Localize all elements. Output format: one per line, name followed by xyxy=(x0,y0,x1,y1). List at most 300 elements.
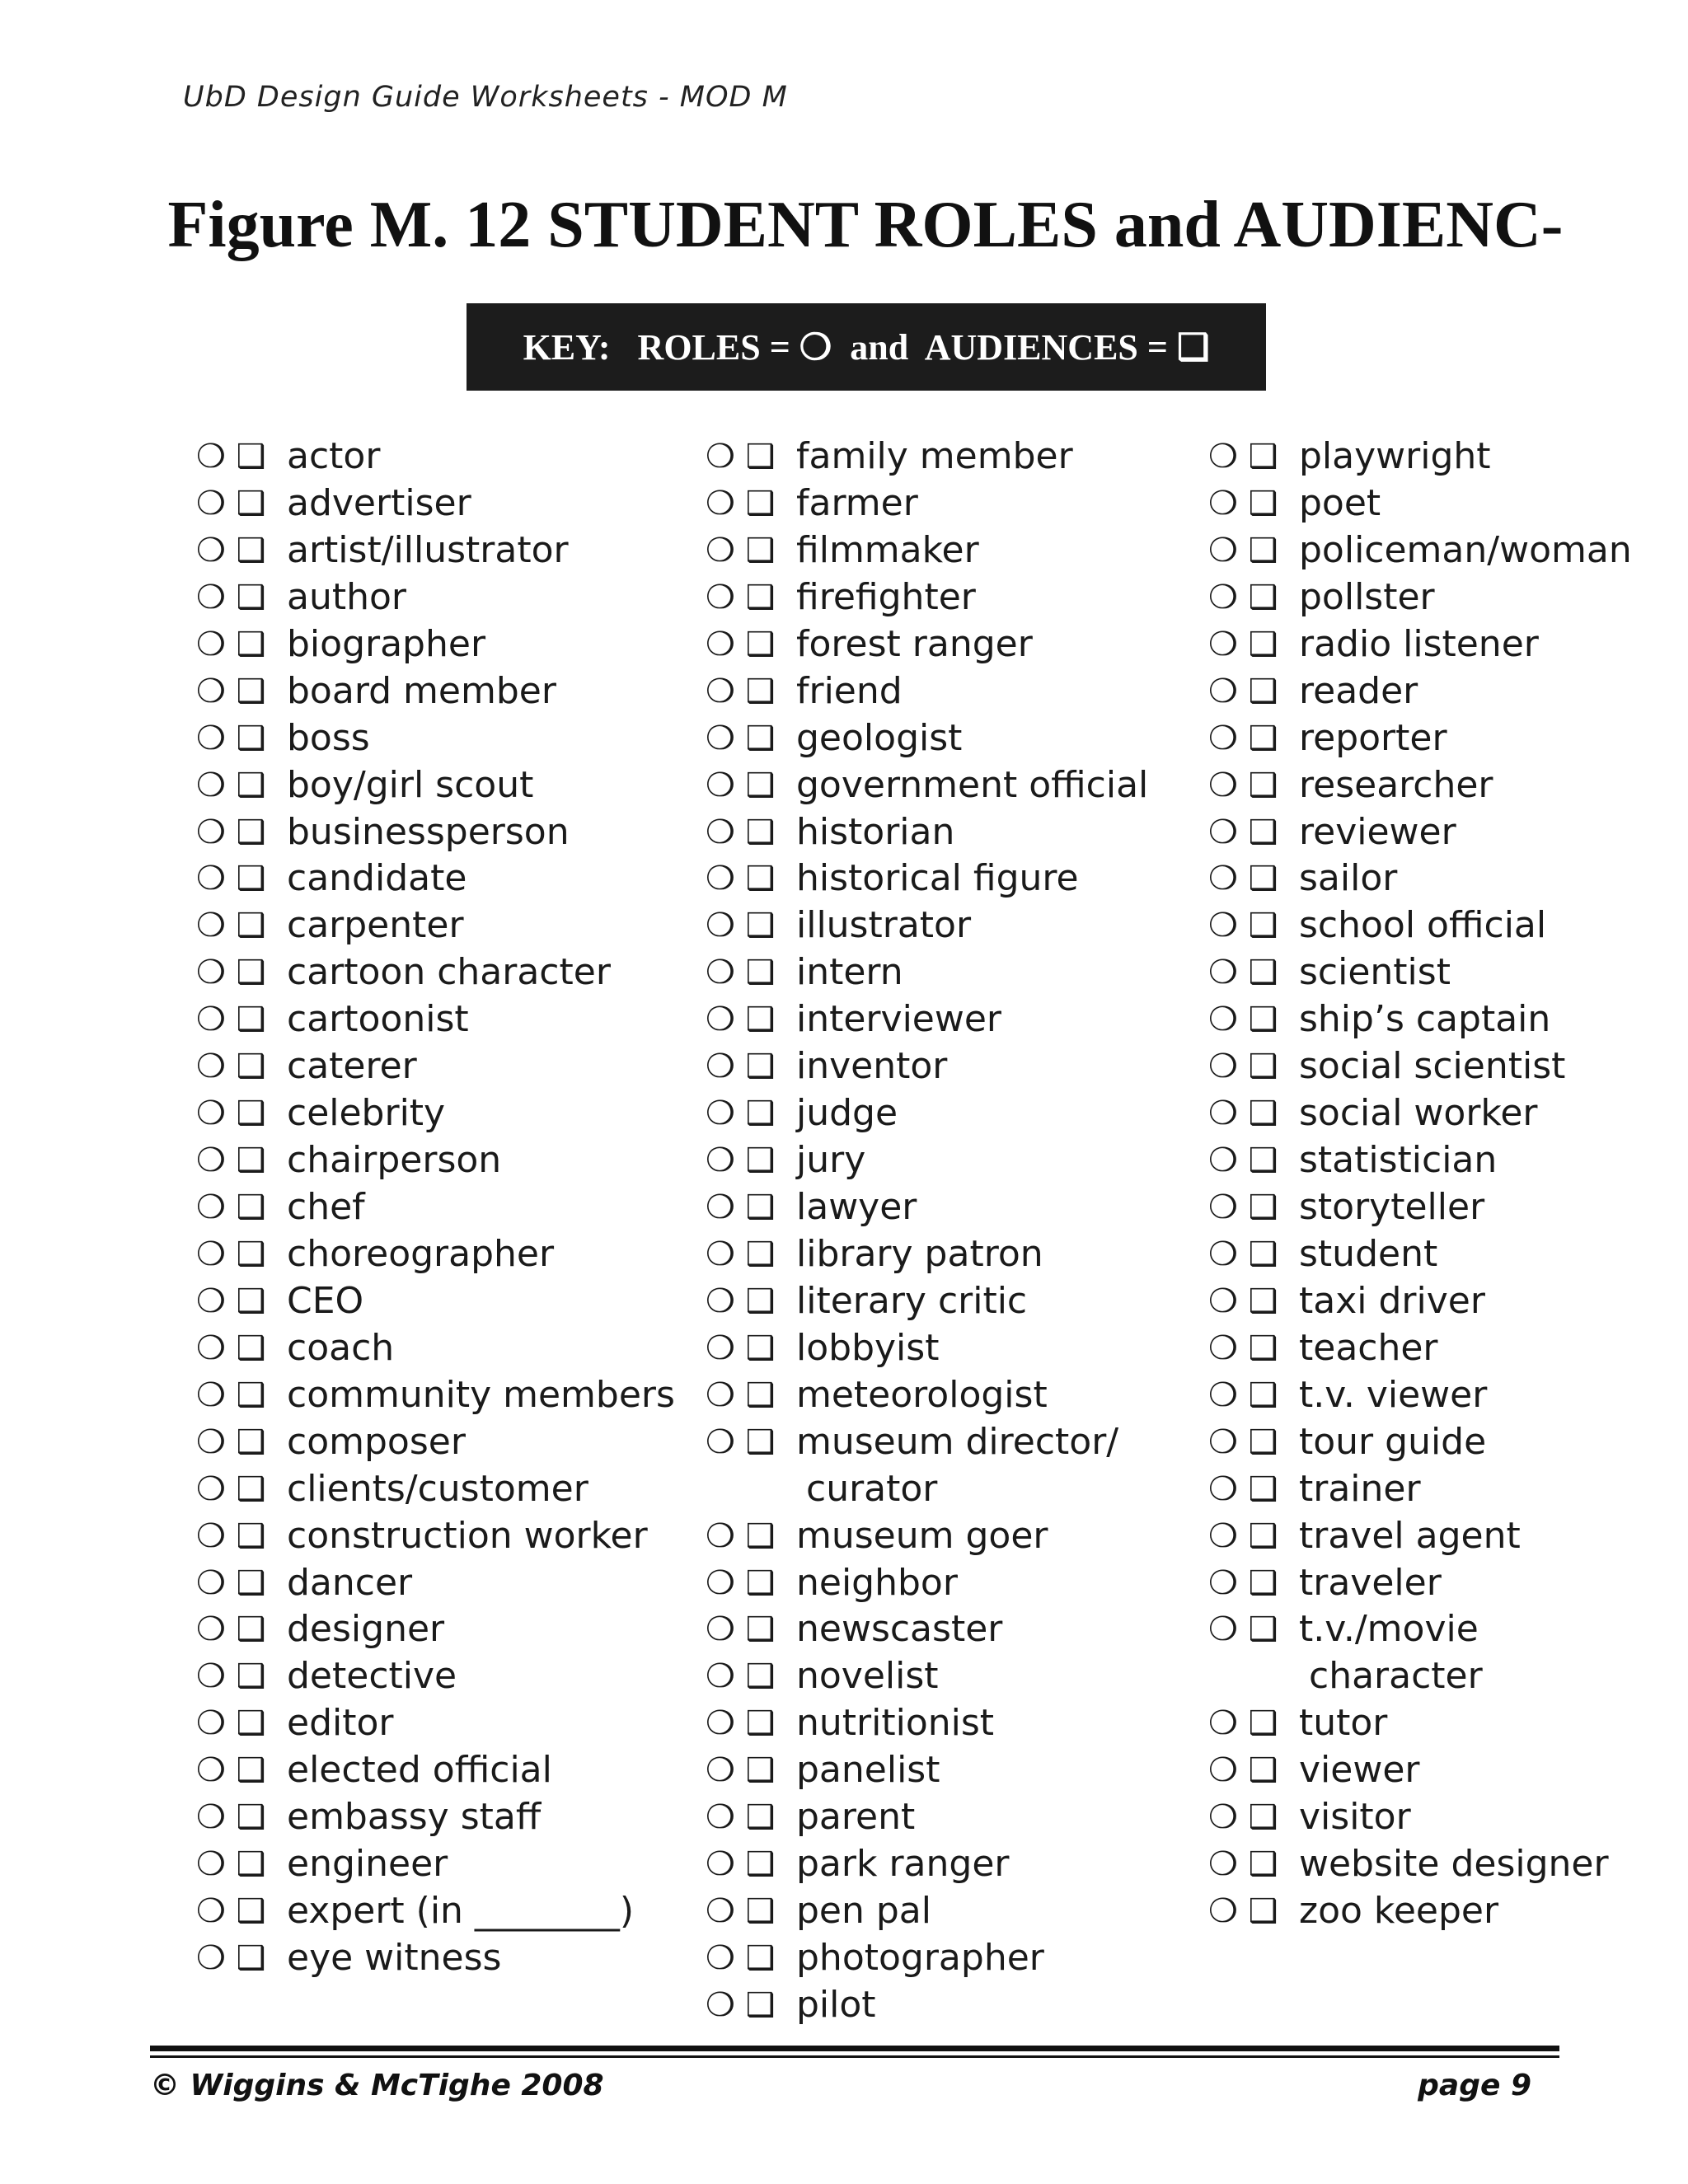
item-label: farmer xyxy=(796,481,918,524)
list-item xyxy=(196,762,675,809)
list-item xyxy=(706,1184,1148,1231)
role-audience-checkboxes[interactable]: ❍ ❑ xyxy=(196,1282,266,1320)
list-item xyxy=(706,1419,1148,1466)
role-audience-checkboxes[interactable]: ❍ ❑ xyxy=(706,1657,776,1696)
list-item xyxy=(196,1513,675,1560)
item-label: historical figure xyxy=(796,857,1079,900)
page-title: Figure M. 12 STUDENT ROLES and AUDIENC- xyxy=(167,189,1564,261)
item-label: chef xyxy=(287,1186,365,1228)
item-label: storyteller xyxy=(1299,1186,1485,1228)
column-3 xyxy=(1208,434,1632,1935)
role-audience-checkboxes[interactable]: ❍ ❑ xyxy=(196,1563,266,1602)
item-label: reviewer xyxy=(1299,810,1456,853)
role-audience-checkboxes[interactable]: ❍ ❑ xyxy=(706,907,776,945)
role-audience-checkboxes[interactable]: ❍ ❑ xyxy=(1208,672,1278,710)
item-label: coach xyxy=(287,1326,395,1369)
list-item xyxy=(706,1090,1148,1137)
item-label: embassy staff xyxy=(287,1796,542,1839)
role-audience-checkboxes[interactable]: ❍ ❑ xyxy=(706,438,776,476)
list-item xyxy=(196,1325,675,1372)
role-audience-checkboxes[interactable]: ❍ ❑ xyxy=(706,1422,776,1461)
role-audience-checkboxes[interactable]: ❍ ❑ xyxy=(1208,1469,1278,1508)
item-label: t.v. viewer xyxy=(1299,1373,1488,1416)
item-label: cartoon character xyxy=(287,951,611,994)
item-label: sailor xyxy=(1299,857,1398,900)
item-label: lawyer xyxy=(796,1186,917,1228)
item-label: meteorologist xyxy=(796,1373,1048,1416)
item-label: social worker xyxy=(1299,1092,1538,1135)
role-audience-checkboxes[interactable]: ❍ ❑ xyxy=(1208,907,1278,945)
role-audience-checkboxes[interactable]: ❍ ❑ xyxy=(1208,1282,1278,1320)
list-item xyxy=(196,1278,675,1325)
role-audience-checkboxes[interactable]: ❍ ❑ xyxy=(196,1704,266,1743)
list-item xyxy=(1208,480,1632,527)
item-label: literary critic xyxy=(796,1279,1028,1322)
item-label: curator xyxy=(806,1467,938,1510)
list-item xyxy=(1208,1653,1632,1700)
role-audience-checkboxes[interactable]: ❍ ❑ xyxy=(196,672,266,710)
list-item xyxy=(1208,1513,1632,1560)
role-audience-checkboxes[interactable]: ❍ ❑ xyxy=(196,954,266,992)
item-label: neighbor xyxy=(796,1561,958,1604)
list-item xyxy=(706,1231,1148,1278)
list-item xyxy=(706,949,1148,996)
item-label: interviewer xyxy=(796,998,1002,1041)
item-label: designer xyxy=(287,1608,445,1651)
list-item xyxy=(706,1606,1148,1653)
item-label: library patron xyxy=(796,1232,1043,1275)
item-label: editor xyxy=(287,1702,394,1745)
role-audience-checkboxes[interactable]: ❍ ❑ xyxy=(196,1376,266,1414)
role-audience-checkboxes[interactable]: ❍ ❑ xyxy=(196,766,266,804)
item-label: pen pal xyxy=(796,1890,931,1933)
item-label: cartoonist xyxy=(287,998,469,1041)
item-label: carpenter xyxy=(287,904,464,947)
role-audience-checkboxes[interactable]: ❍ ❑ xyxy=(196,1469,266,1508)
list-item xyxy=(196,1653,675,1700)
item-label: CEO xyxy=(287,1279,364,1322)
role-audience-checkboxes[interactable]: ❍ ❑ xyxy=(706,1001,776,1039)
item-label: museum director/ xyxy=(796,1420,1119,1463)
item-label: pollster xyxy=(1299,575,1435,618)
role-audience-checkboxes[interactable]: ❍ ❑ xyxy=(196,438,266,476)
list-item xyxy=(1208,1278,1632,1325)
list-item xyxy=(196,715,675,762)
item-label: detective xyxy=(287,1655,457,1698)
list-item xyxy=(196,1888,675,1935)
list-item xyxy=(196,1560,675,1607)
list-item xyxy=(706,1043,1148,1090)
role-audience-checkboxes[interactable]: ❍ ❑ xyxy=(1208,1563,1278,1602)
list-item xyxy=(706,1137,1148,1184)
role-audience-checkboxes[interactable]: ❍ ❑ xyxy=(706,1516,776,1555)
role-audience-checkboxes[interactable]: ❍ ❑ xyxy=(196,813,266,851)
list-item xyxy=(1208,855,1632,902)
item-label: trainer xyxy=(1299,1467,1421,1510)
item-label: intern xyxy=(796,951,903,994)
role-audience-checkboxes[interactable]: ❍ ❑ xyxy=(706,1798,776,1837)
list-item xyxy=(1208,527,1632,574)
role-audience-checkboxes[interactable]: ❍ ❑ xyxy=(1208,954,1278,992)
item-label: government official xyxy=(796,763,1149,806)
list-item xyxy=(706,1653,1148,1700)
list-item xyxy=(706,762,1148,809)
list-item xyxy=(706,1935,1148,1982)
item-label: biographer xyxy=(287,622,486,665)
role-audience-checkboxes[interactable]: ❍ ❑ xyxy=(1208,1422,1278,1461)
list-item xyxy=(1208,902,1632,949)
item-label: historian xyxy=(796,810,955,853)
item-label: school official xyxy=(1299,904,1547,947)
role-audience-checkboxes[interactable]: ❍ ❑ xyxy=(196,1422,266,1461)
list-item xyxy=(706,480,1148,527)
list-item xyxy=(1208,1090,1632,1137)
list-item xyxy=(196,668,675,715)
role-audience-checkboxes[interactable]: ❍ ❑ xyxy=(1208,531,1278,569)
list-item xyxy=(196,1794,675,1841)
role-audience-checkboxes[interactable]: ❍ ❑ xyxy=(706,1235,776,1273)
list-item xyxy=(196,1372,675,1419)
list-item xyxy=(1208,1841,1632,1888)
item-label: park ranger xyxy=(796,1843,1010,1886)
role-audience-checkboxes[interactable]: ❍ ❑ xyxy=(1208,1001,1278,1039)
column-2 xyxy=(706,434,1148,2029)
role-audience-checkboxes[interactable]: ❍ ❑ xyxy=(706,719,776,757)
list-item xyxy=(706,902,1148,949)
item-label: radio listener xyxy=(1299,622,1539,665)
item-label: statistician xyxy=(1299,1139,1498,1182)
list-item xyxy=(706,1747,1148,1794)
list-item xyxy=(1208,1747,1632,1794)
item-label: ship’s captain xyxy=(1299,998,1551,1041)
item-label: parent xyxy=(796,1796,916,1839)
item-label: tour guide xyxy=(1299,1420,1487,1463)
list-item xyxy=(1208,1419,1632,1466)
list-item xyxy=(706,1513,1148,1560)
role-audience-checkboxes[interactable]: ❍ ❑ xyxy=(1208,578,1278,616)
role-audience-checkboxes[interactable]: ❍ ❑ xyxy=(1208,1235,1278,1273)
item-label: website designer xyxy=(1299,1843,1609,1886)
role-audience-checkboxes[interactable]: ❍ ❑ xyxy=(1208,1892,1278,1931)
list-item xyxy=(1208,1231,1632,1278)
role-audience-checkboxes[interactable]: ❍ ❑ xyxy=(196,1516,266,1555)
item-label: engineer xyxy=(287,1843,448,1886)
list-item xyxy=(196,1231,675,1278)
list-item xyxy=(196,574,675,621)
list-item xyxy=(196,809,675,856)
list-item xyxy=(706,1372,1148,1419)
list-item xyxy=(196,1090,675,1137)
list-item xyxy=(196,527,675,574)
item-label: viewer xyxy=(1299,1749,1420,1792)
list-item xyxy=(1208,762,1632,809)
role-audience-checkboxes[interactable]: ❍ ❑ xyxy=(1208,1516,1278,1555)
list-item xyxy=(706,1700,1148,1747)
item-label: inventor xyxy=(796,1045,948,1088)
role-audience-checkboxes[interactable]: ❍ ❑ xyxy=(706,766,776,804)
list-item xyxy=(1208,1466,1632,1513)
role-audience-checkboxes[interactable]: ❍ ❑ xyxy=(1208,1751,1278,1790)
list-item xyxy=(1208,809,1632,856)
item-label: artist/illustrator xyxy=(287,528,569,571)
role-audience-checkboxes[interactable]: ❍ ❑ xyxy=(196,1329,266,1367)
role-audience-checkboxes[interactable]: ❍ ❑ xyxy=(706,1751,776,1790)
list-item xyxy=(196,480,675,527)
role-audience-checkboxes[interactable]: ❍ ❑ xyxy=(706,578,776,616)
item-label: reader xyxy=(1299,669,1418,712)
list-item xyxy=(1208,1325,1632,1372)
role-audience-checkboxes[interactable]: ❍ ❑ xyxy=(706,1985,776,2024)
item-label: expert (in ________) xyxy=(287,1890,635,1933)
role-audience-checkboxes[interactable]: ❍ ❑ xyxy=(1208,1798,1278,1837)
role-audience-checkboxes[interactable]: ❍ ❑ xyxy=(196,1939,266,1977)
role-audience-checkboxes[interactable]: ❍ ❑ xyxy=(706,1704,776,1743)
role-audience-checkboxes[interactable]: ❍ ❑ xyxy=(1208,813,1278,851)
item-label: construction worker xyxy=(287,1514,648,1557)
item-label: geologist xyxy=(796,716,963,759)
page-number: page 9 xyxy=(1418,2069,1531,2102)
list-item xyxy=(196,434,675,480)
list-item xyxy=(196,1747,675,1794)
role-audience-checkboxes[interactable]: ❍ ❑ xyxy=(1208,1704,1278,1743)
list-item xyxy=(196,1841,675,1888)
role-audience-checkboxes[interactable]: ❍ ❑ xyxy=(1208,438,1278,476)
list-item xyxy=(1208,1560,1632,1607)
item-label: elected official xyxy=(287,1749,552,1792)
footer-rule xyxy=(150,2046,1559,2051)
list-item xyxy=(196,949,675,996)
list-item xyxy=(1208,1794,1632,1841)
list-item xyxy=(706,1888,1148,1935)
list-item xyxy=(706,527,1148,574)
role-audience-checkboxes[interactable]: ❍ ❑ xyxy=(1208,1188,1278,1226)
item-label: student xyxy=(1299,1232,1438,1275)
list-item xyxy=(1208,668,1632,715)
item-label: judge xyxy=(796,1092,898,1135)
list-item xyxy=(1208,1184,1632,1231)
item-label: candidate xyxy=(287,857,467,900)
list-item xyxy=(706,1841,1148,1888)
item-label: photographer xyxy=(796,1937,1044,1979)
role-audience-checkboxes[interactable]: ❍ ❑ xyxy=(1208,1845,1278,1884)
item-label: boy/girl scout xyxy=(287,763,534,806)
list-item xyxy=(1208,1043,1632,1090)
role-audience-checkboxes[interactable]: ❍ ❑ xyxy=(706,813,776,851)
item-label: community members xyxy=(287,1373,675,1416)
list-item xyxy=(706,1982,1148,2029)
role-audience-checkboxes[interactable]: ❍ ❑ xyxy=(706,484,776,523)
item-label: traveler xyxy=(1299,1561,1442,1604)
item-label: newscaster xyxy=(796,1608,1003,1651)
item-label: friend xyxy=(796,669,903,712)
list-item xyxy=(706,574,1148,621)
role-audience-checkboxes[interactable]: ❍ ❑ xyxy=(196,484,266,523)
running-header: UbD Design Guide Worksheets - MOD M xyxy=(183,81,788,114)
list-item xyxy=(196,1043,675,1090)
item-label: policeman/woman xyxy=(1299,528,1632,571)
item-label: travel agent xyxy=(1299,1514,1521,1557)
role-audience-checkboxes[interactable]: ❍ ❑ xyxy=(196,531,266,569)
role-audience-checkboxes[interactable]: ❍ ❑ xyxy=(196,1094,266,1133)
role-audience-checkboxes[interactable]: ❍ ❑ xyxy=(1208,766,1278,804)
list-item xyxy=(706,715,1148,762)
role-audience-checkboxes[interactable]: ❍ ❑ xyxy=(196,1657,266,1696)
role-audience-checkboxes[interactable]: ❍ ❑ xyxy=(706,1563,776,1602)
item-label: social scientist xyxy=(1299,1045,1566,1088)
list-item xyxy=(196,902,675,949)
item-label: celebrity xyxy=(287,1092,446,1135)
item-label: clients/customer xyxy=(287,1467,588,1510)
item-label: lobbyist xyxy=(796,1326,940,1369)
role-audience-checkboxes[interactable]: ❍ ❑ xyxy=(706,1141,776,1180)
list-item xyxy=(1208,715,1632,762)
role-audience-checkboxes[interactable]: ❍ ❑ xyxy=(1208,860,1278,898)
item-label: poet xyxy=(1299,481,1381,524)
item-label: museum goer xyxy=(796,1514,1048,1557)
role-audience-checkboxes[interactable]: ❍ ❑ xyxy=(706,1610,776,1649)
role-audience-checkboxes[interactable]: ❍ ❑ xyxy=(196,907,266,945)
role-audience-checkboxes[interactable]: ❍ ❑ xyxy=(706,1845,776,1884)
item-label: choreographer xyxy=(287,1232,555,1275)
role-audience-checkboxes[interactable]: ❍ ❑ xyxy=(706,672,776,710)
role-audience-checkboxes[interactable]: ❍ ❑ xyxy=(1208,1329,1278,1367)
role-audience-checkboxes[interactable]: ❍ ❑ xyxy=(196,1188,266,1226)
role-audience-checkboxes[interactable]: ❍ ❑ xyxy=(1208,719,1278,757)
list-item xyxy=(1208,1700,1632,1747)
role-audience-checkboxes[interactable]: ❍ ❑ xyxy=(196,719,266,757)
item-label: illustrator xyxy=(796,904,972,947)
item-label: character xyxy=(1309,1655,1483,1698)
list-item xyxy=(196,1184,675,1231)
list-item xyxy=(706,434,1148,480)
role-audience-checkboxes[interactable]: ❍ ❑ xyxy=(706,1282,776,1320)
item-label: eye witness xyxy=(287,1937,502,1979)
list-item xyxy=(1208,949,1632,996)
role-audience-checkboxes[interactable]: ❍ ❑ xyxy=(196,1798,266,1837)
list-item xyxy=(1208,1888,1632,1935)
role-audience-checkboxes[interactable]: ❍ ❑ xyxy=(196,1001,266,1039)
role-audience-checkboxes[interactable]: ❍ ❑ xyxy=(1208,625,1278,663)
list-item xyxy=(706,1794,1148,1841)
item-label: nutritionist xyxy=(796,1702,995,1745)
item-label: forest ranger xyxy=(796,622,1033,665)
list-item xyxy=(706,668,1148,715)
role-audience-checkboxes[interactable]: ❍ ❑ xyxy=(706,1188,776,1226)
role-audience-checkboxes[interactable]: ❍ ❑ xyxy=(706,1094,776,1133)
list-item xyxy=(706,1466,1148,1513)
list-item xyxy=(196,621,675,668)
item-label: panelist xyxy=(796,1749,940,1792)
role-audience-checkboxes[interactable]: ❍ ❑ xyxy=(1208,1610,1278,1649)
item-label: teacher xyxy=(1299,1326,1438,1369)
list-item xyxy=(1208,1606,1632,1653)
list-item xyxy=(706,855,1148,902)
list-item xyxy=(706,809,1148,856)
item-label: actor xyxy=(287,435,381,477)
key-legend: KEY: ROLES = ❍ and AUDIENCES = ❑ xyxy=(467,303,1266,391)
role-audience-checkboxes[interactable]: ❍ ❑ xyxy=(196,1892,266,1931)
item-label: visitor xyxy=(1299,1796,1411,1839)
item-label: boss xyxy=(287,716,370,759)
role-audience-checkboxes[interactable]: ❍ ❑ xyxy=(1208,1047,1278,1086)
role-audience-checkboxes[interactable]: ❍ ❑ xyxy=(196,860,266,898)
item-label: board member xyxy=(287,669,556,712)
item-label: composer xyxy=(287,1420,466,1463)
role-audience-checkboxes[interactable]: ❍ ❑ xyxy=(1208,1376,1278,1414)
list-item xyxy=(1208,621,1632,668)
item-label: zoo keeper xyxy=(1299,1890,1499,1933)
item-label: scientist xyxy=(1299,951,1451,994)
item-label: playwright xyxy=(1299,435,1491,477)
item-label: caterer xyxy=(287,1045,417,1088)
list-item xyxy=(196,996,675,1043)
item-label: reporter xyxy=(1299,716,1447,759)
role-audience-checkboxes[interactable]: ❍ ❑ xyxy=(1208,484,1278,523)
list-item xyxy=(706,1325,1148,1372)
role-audience-checkboxes[interactable]: ❍ ❑ xyxy=(706,1939,776,1977)
role-audience-checkboxes[interactable]: ❍ ❑ xyxy=(706,860,776,898)
item-label: author xyxy=(287,575,406,618)
role-audience-checkboxes[interactable]: ❍ ❑ xyxy=(706,1329,776,1367)
list-item xyxy=(196,1466,675,1513)
list-item xyxy=(706,621,1148,668)
role-audience-checkboxes[interactable]: ❍ ❑ xyxy=(706,531,776,569)
role-audience-checkboxes[interactable]: ❍ ❑ xyxy=(1208,1094,1278,1133)
list-item xyxy=(196,1606,675,1653)
item-label: jury xyxy=(796,1139,866,1182)
role-audience-checkboxes[interactable]: ❍ ❑ xyxy=(196,1047,266,1086)
footer-rule-thin xyxy=(150,2055,1559,2058)
role-audience-checkboxes[interactable]: ❍ ❑ xyxy=(1208,1141,1278,1180)
role-audience-checkboxes[interactable]: ❍ ❑ xyxy=(196,578,266,616)
list-item xyxy=(706,996,1148,1043)
role-audience-checkboxes[interactable]: ❍ ❑ xyxy=(196,1235,266,1273)
column-1 xyxy=(196,434,675,1982)
list-item xyxy=(196,1137,675,1184)
item-label: advertiser xyxy=(287,481,471,524)
role-audience-checkboxes[interactable]: ❍ ❑ xyxy=(196,1610,266,1649)
role-audience-checkboxes[interactable]: ❍ ❑ xyxy=(706,1892,776,1931)
item-label: tutor xyxy=(1299,1702,1388,1745)
list-item xyxy=(1208,434,1632,480)
item-label: businessperson xyxy=(287,810,570,853)
role-audience-checkboxes[interactable]: ❍ ❑ xyxy=(706,1376,776,1414)
item-label: taxi driver xyxy=(1299,1279,1485,1322)
copyright-text: © Wiggins & McTighe 2008 xyxy=(150,2069,604,2102)
list-item xyxy=(706,1560,1148,1607)
list-item xyxy=(1208,1137,1632,1184)
item-label: family member xyxy=(796,435,1073,477)
item-label: researcher xyxy=(1299,763,1493,806)
role-audience-checkboxes[interactable]: ❍ ❑ xyxy=(706,625,776,663)
list-item xyxy=(196,855,675,902)
item-label: filmmaker xyxy=(796,528,979,571)
list-item xyxy=(196,1700,675,1747)
role-audience-checkboxes[interactable]: ❍ ❑ xyxy=(196,1751,266,1790)
role-audience-checkboxes[interactable]: ❍ ❑ xyxy=(196,1141,266,1180)
item-label: chairperson xyxy=(287,1139,502,1182)
item-label: novelist xyxy=(796,1655,939,1698)
list-item xyxy=(196,1419,675,1466)
role-audience-checkboxes[interactable]: ❍ ❑ xyxy=(706,1047,776,1086)
item-label: pilot xyxy=(796,1983,876,2026)
role-audience-checkboxes[interactable]: ❍ ❑ xyxy=(196,625,266,663)
list-item xyxy=(1208,996,1632,1043)
role-audience-checkboxes[interactable]: ❍ ❑ xyxy=(706,954,776,992)
role-audience-checkboxes[interactable]: ❍ ❑ xyxy=(196,1845,266,1884)
item-label: t.v./movie xyxy=(1299,1608,1479,1651)
list-item xyxy=(1208,1372,1632,1419)
